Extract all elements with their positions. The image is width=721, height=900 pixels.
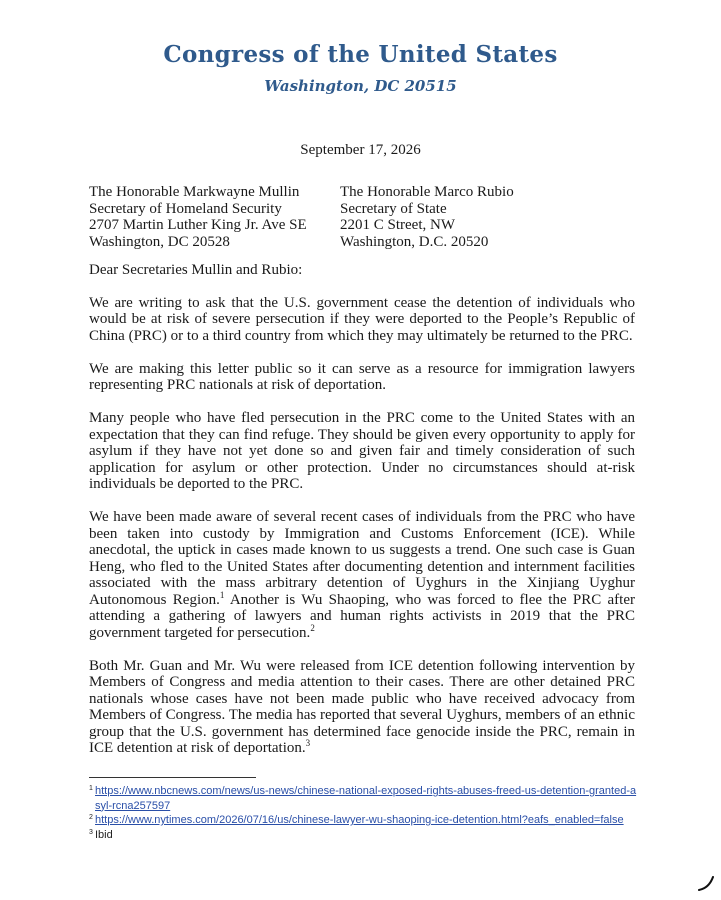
recipient-block-mullin <box>89 184 307 250</box>
footnote-2 <box>89 813 639 828</box>
recipient-line: The Honorable Marco Rubio <box>340 184 514 200</box>
letter-date: September 17, 2026 <box>300 142 421 158</box>
recipient-line: Washington, D.C. 20520 <box>340 233 489 250</box>
footnote-3 <box>89 828 639 843</box>
recipient-line: 2201 C Street, NW <box>340 217 455 233</box>
footnote-number: 1 <box>89 785 93 792</box>
paragraph-1: We are writing to ask that the U.S. government cease the detention of individuals who would be at risk of severe persecution if they were deported to the People’s Republic of China (PRC) or to a third country from which they may ultimately be returned to the PRC. <box>89 294 635 344</box>
salutation: Dear Secretaries Mullin and Rubio: <box>89 262 303 278</box>
paragraph-5-text: Both Mr. Guan and Mr. Wu were released from ICE detention following intervention by Members of Congress and media attention to their cases. There are other detained PRC nationals whose cases have not been made public who have received advocacy from Members of Congress. The media has reported that several Uyghurs, members of an ethnic group that the U.S. government has determined face genocide inside the PRC, remain in ICE detention at risk of deportation. <box>89 657 635 756</box>
footnote-link-nbcnews[interactable]: https://www.nbcnews.com/news/us-news/chinese-national-exposed-rights-abuses-freed-us-detention-granted-asyl-rcna257597 <box>95 785 637 812</box>
footnote-number: 3 <box>89 828 93 836</box>
letterhead <box>0 40 721 97</box>
recipient-line: Secretary of Homeland Security <box>89 200 282 217</box>
recipient-block-rubio <box>340 184 514 250</box>
recipient-line: Washington, DC 20528 <box>89 233 230 250</box>
footnote-link-nytimes[interactable]: https://www.nytimes.com/2026/07/16/us/chinese-lawyer-wu-shaoping-ice-detention.html?eafs_enabled=false <box>95 814 624 826</box>
footnote-number: 2 <box>89 814 93 821</box>
footnote-1 <box>89 784 639 813</box>
page-curl-icon <box>697 874 715 892</box>
footnote-ref-3[interactable]: 3 <box>305 738 311 748</box>
recipient-line: 2707 Martin Luther King Jr. Ave SE <box>89 217 307 233</box>
paragraph-2: We are making this letter public so it can serve as a resource for immigration lawyers representing PRC nationals at risk of deportation. <box>89 360 635 393</box>
letterhead-title: Congress of the United States <box>163 41 558 68</box>
footnote-ref-2[interactable]: 2 <box>310 622 315 633</box>
footnote-ibid: Ibid <box>95 828 113 841</box>
paragraph-4-part-1: We have been made aware of several recent cases of individuals from the PRC who have been taken into custody by Immigration and Customs Enforcement (ICE). While anecdotal, the uptick in cases made known to us suggests a trend. One such case is Guan Heng, who fled to the United States after documenting detention and internment facilities associated with the mass arbitrary detention of Uyghurs in the Xinjiang Uyghur Autonomous Region. <box>89 509 635 608</box>
paragraph-4-part-2: Another is Wu Shaoping, who was forced to flee the PRC after attending a gathering of lawyers and human rights activists in 2019 that the PRC government targeted for persecution. <box>89 591 636 641</box>
letter-body <box>89 262 635 773</box>
footnote-ref-1[interactable]: 1 <box>219 589 225 600</box>
letterhead-subtitle: Washington, DC 20515 <box>264 77 457 95</box>
recipient-line: Secretary of State <box>340 200 447 217</box>
paragraph-5 <box>89 658 635 757</box>
footnote-divider <box>89 777 256 778</box>
recipient-line: The Honorable Markwayne Mullin <box>89 184 300 200</box>
paragraph-3: Many people who have fled persecution in the PRC come to the United States with an expectation that they can find refuge. They should be given every opportunity to apply for asylum if they have not yet done so and given fair and timely consideration of such application for asylum or other protection. Under no circumstances should at-risk individuals be deported to the PRC. <box>89 410 635 492</box>
paragraph-4 <box>89 509 635 641</box>
footnotes <box>89 784 639 842</box>
